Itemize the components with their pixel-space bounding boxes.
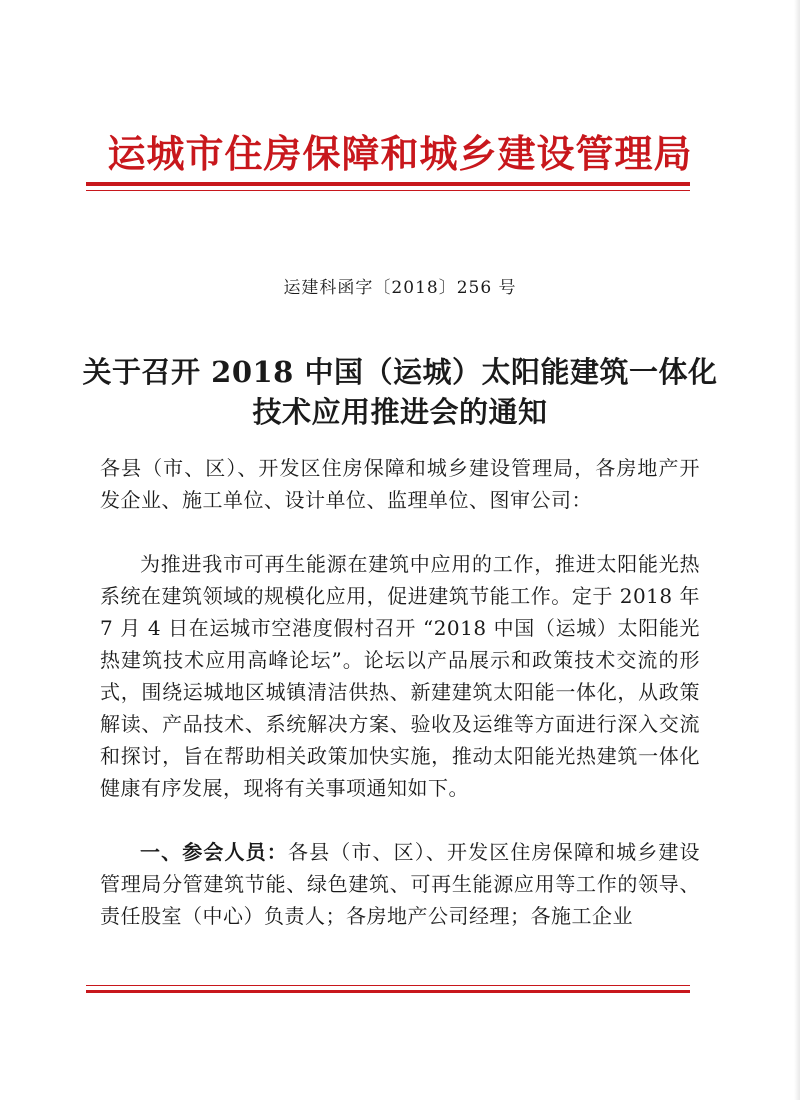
body-paragraph-2 — [100, 836, 700, 932]
section-1-heading: 一、参会人员： — [140, 840, 288, 864]
addressee: 各县（市、区）、开发区住房保障和城乡建设管理局，各房地产开发企业、施工单位、设计单位、监理单位、图审公司： — [100, 456, 700, 512]
scan-edge-shadow — [794, 0, 800, 1100]
footer-red-rule-thick — [86, 990, 690, 993]
body-paragraph-1: 为推进我市可再生能源在建筑中应用的工作，推进太阳能光热系统在建筑领域的规模化应用，促进建筑节能工作。定于 2018 年 7 月 4 日在运城市空港度假村召开 “2018 中国（运城）太阳能光热建筑技术应用高峰论坛”。论坛以产品展示和政策技术交流的形式，围绕运城地区城镇清洁供热、新建建筑太阳能一体化，从政策解读、产品技术、系统解决方案、验收及运维等方面进行深入交流和探讨，旨在帮助相关政策加快实施，推动太阳能光热建筑一体化健康有序发展，现将有关事项通知如下。 — [100, 552, 700, 800]
title-line-2: 技术应用推进会的通知 — [252, 395, 548, 429]
header-red-rule-thin — [86, 190, 690, 191]
organization-header: 运城市住房保障和城乡建设管理局 — [107, 131, 693, 176]
document-number: 运建科函字〔2018〕256 号 — [283, 278, 517, 298]
section-1-text: 各县（市、区）、开发区住房保障和城乡建设管理局分管建筑节能、绿色建筑、可再生能源应用等工作的领导、责任股室（中心）负责人；各房地产公司经理；各施工企业 — [100, 840, 701, 928]
footer-red-rule-thin — [86, 985, 690, 986]
header-red-rule-thick — [86, 182, 690, 186]
document-title — [80, 352, 720, 432]
title-line-1: 关于召开 2018 中国（运城）太阳能建筑一体化 — [82, 355, 718, 389]
